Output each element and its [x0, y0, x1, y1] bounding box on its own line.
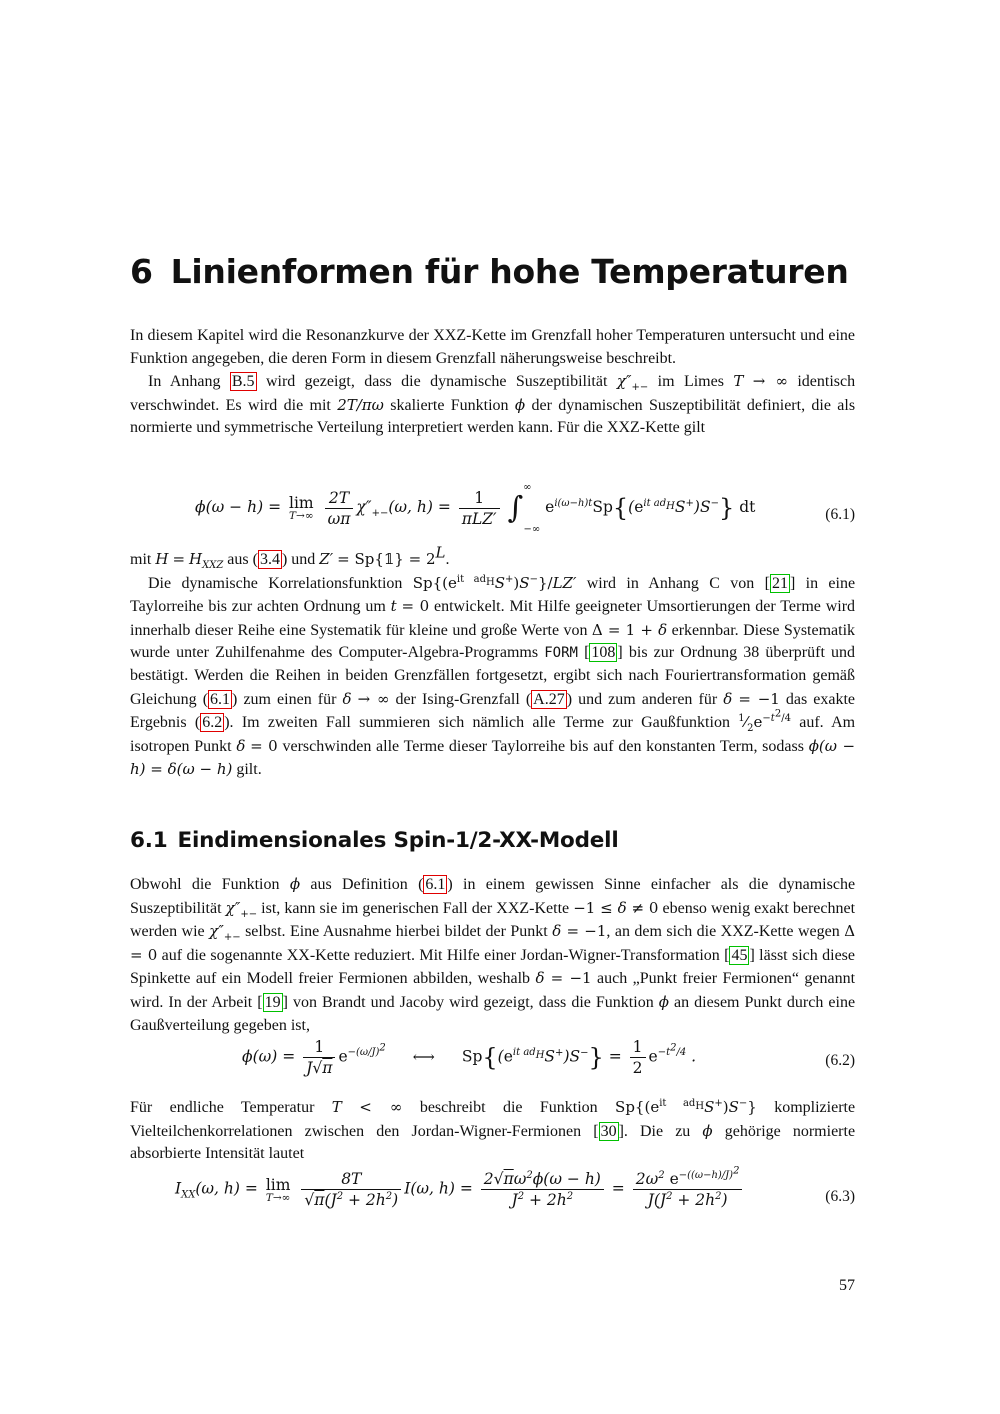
cite-21[interactable]: 21: [771, 574, 788, 592]
chapter-title: Linienformen für hohe Temperaturen: [170, 252, 849, 291]
section-number: 6.1: [130, 828, 168, 853]
link-eq-a27[interactable]: A.27: [533, 690, 565, 708]
intro-block: [130, 325, 855, 440]
link-eq-3-4[interactable]: 3.4: [259, 551, 280, 568]
chapter-heading: [130, 252, 849, 291]
page: [130, 0, 855, 1414]
link-anhang-b5[interactable]: B.5: [231, 373, 255, 391]
paragraph-mit: mit $H = H_{XXZ}$ aus ( 3.4 ) und Z′ = Sp{𝟙} = $2^L$.: [130, 543, 450, 571]
body-block-1: [130, 543, 856, 782]
equation-tag-6-1: (6.1): [825, 506, 855, 523]
equation-tag-6-3: (6.3): [825, 1188, 855, 1205]
chapter-number: 6: [130, 252, 153, 291]
cite-30[interactable]: 30: [600, 1122, 617, 1140]
cite-108[interactable]: 108: [591, 644, 616, 662]
section-heading: [130, 828, 619, 853]
cite-19[interactable]: 19: [264, 993, 281, 1011]
link-eq-6-2[interactable]: 6.2: [202, 714, 223, 732]
equation-6-1: ϕ(ω − h) = lim T→∞ $\frac{2T}{\omega\pi}$ $\chi''_{+-}(\omega$, h) = $\frac{1}{\text{πLZ′}}$ $\int^\infty_{-\infty}$ $e^{i(\omega-h)t}Sp\{(e^{it ad_H}S^+)S^-\}$ dt (6.1): [195, 482, 855, 535]
equation-tag-6-2: (6.2): [825, 1052, 855, 1069]
link-def-6-1[interactable]: 6.1: [425, 876, 446, 893]
link-eq-6-1[interactable]: 6.1: [210, 690, 231, 708]
paragraph-endliche-temperatur: Für endliche Temperatur T < ∞ beschreibt die Funktion $Sp\{(e^{it ad_H}S^+)S^-\}$ komplizierte Vielteilchenkorrelationen zwischen den Jordan-Wigner-Fermionen [ 30 ]. Die zu ϕ gehörige normierte absorbierte Intensität lautet: [130, 1098, 856, 1163]
body-block-2: [130, 873, 855, 1037]
paragraph-xx-model: Obwohl die Funktion ϕ aus Definition ( 6.1 ) in einem gewissen Sinne einfacher als die dynamische Suszeptibilität $\chi''_{+-}$ ist, kann sie im generischen Fall der XXZ-Kette −1 ≤ δ ≠ 0 ebenso wenig exakt berechnet werden wie $\chi''_{+-}$ selbst. Eine Ausnahme hierbei bildet der Punkt δ = −1, an dem sich die XXZ-Kette wegen Δ = 0 auf die sogenannte XX-Kette reduziert. Mit Hilfe einer Jordan-Wigner-Transformation [ 45 ] lässt sich diese Spinkette auf ein Modell freier Fermionen abbilden, weshalb δ = −1 auch „Punkt freier Fermionen“ genannt wird. In der Arbeit [ 19 ] von Brandt und Jacoby wird gezeigt, dass die Funktion ϕ an diesem Punkt durch eine Gaußverteilung gegeben ist,: [130, 875, 856, 1034]
cite-45[interactable]: 45: [731, 946, 748, 964]
equation-6-2: ϕ(ω) = $\frac{1}{J√\pi}$ $e^{-(\omega/J)^2}$ ⟷ $Sp\{(e^{it ad_H}S^+)S^-\}$ = $\frac{1}{2}$ $e^{-t^2/4}$ . (6.2): [242, 1038, 855, 1077]
paragraph-intro: In diesem Kapitel wird die Resonanzkurve der XXZ-Kette im Grenzfall hoher Temperaturen untersucht und eine Funktion angegeben, die deren Form in diesem Grenzfall näherungsweise beschreibt.: [130, 327, 855, 367]
program-name: FORM: [544, 645, 578, 662]
page-number: 57: [839, 1277, 855, 1294]
section-title: Eindimensionales Spin-1/2-XX-Modell: [177, 828, 619, 853]
body-block-3: [130, 1096, 855, 1166]
equation-6-3: $I_{XX}(\omega$, h) = lim T→∞ $\frac{8T}{√\pi(J^2 + 2h^2)}$ I(ω, h) = $\frac{2√\pi\omega^2\phi(\omega - h)}{J^2 + 2h^2}$ = $\frac{2\omega^2 e^{-((\omega-h)/J)^2}}{J(J^2 + 2h^2)}$ (6.3): [175, 1165, 855, 1209]
paragraph-korrelation: Die dynamische Korrelationsfunktion $Sp\{(e^{it ad_H}S^+)S^-\}/LZ'$ wird in Anhang C von [ 21 ] in eine Taylorreihe bis zur achten Ordnung um t = 0 entwickelt. Mit Hilfe geeigneter Umsortierungen der Terme wird innerhalb dieser Reihe eine Systematik für kleine und große Werte von Δ = 1 + δ erkennbar. Diese Systematik wurde unter Zuhilfenahme des Computer-Algebra-Programms FORM [ 108 ] bis zur Ordnung 38 überprüft und bestätigt. Werden die Reihen in beiden Grenzfällen fortgesetzt, ergibt sich nach Fouriertransformation gemäß Gleichung ( 6.1 ) zum einen für δ → ∞ der Ising-Grenzfall ( A.27 ) und zum anderen für δ = −1 das exakte Ergebnis ( 6.2 ). Im zweiten Fall summieren sich nämlich alle Terme zur Gaußfunktion $^1⁄_2e^{-t^2/4}$ auf. Am isotropen Punkt δ = 0 verschwinden alle Terme dieser Taylorreihe bis auf den konstanten Term, sodass ϕ(ω − h) = δ(ω − h) gilt.: [130, 573, 856, 779]
paragraph-anhang: In Anhang B.5 wird gezeigt, dass die dynamische Suszeptibilität $\chi''_{+-}$ im Limes T → ∞ identisch verschwindet. Es wird die mit 2T/πω skalierte Funktion ϕ der dynamischen Suszeptibilität definiert, die als normierte und symmetrische Verteilung interpretiert werden kann. Für die XXZ-Kette gilt: [130, 372, 856, 437]
